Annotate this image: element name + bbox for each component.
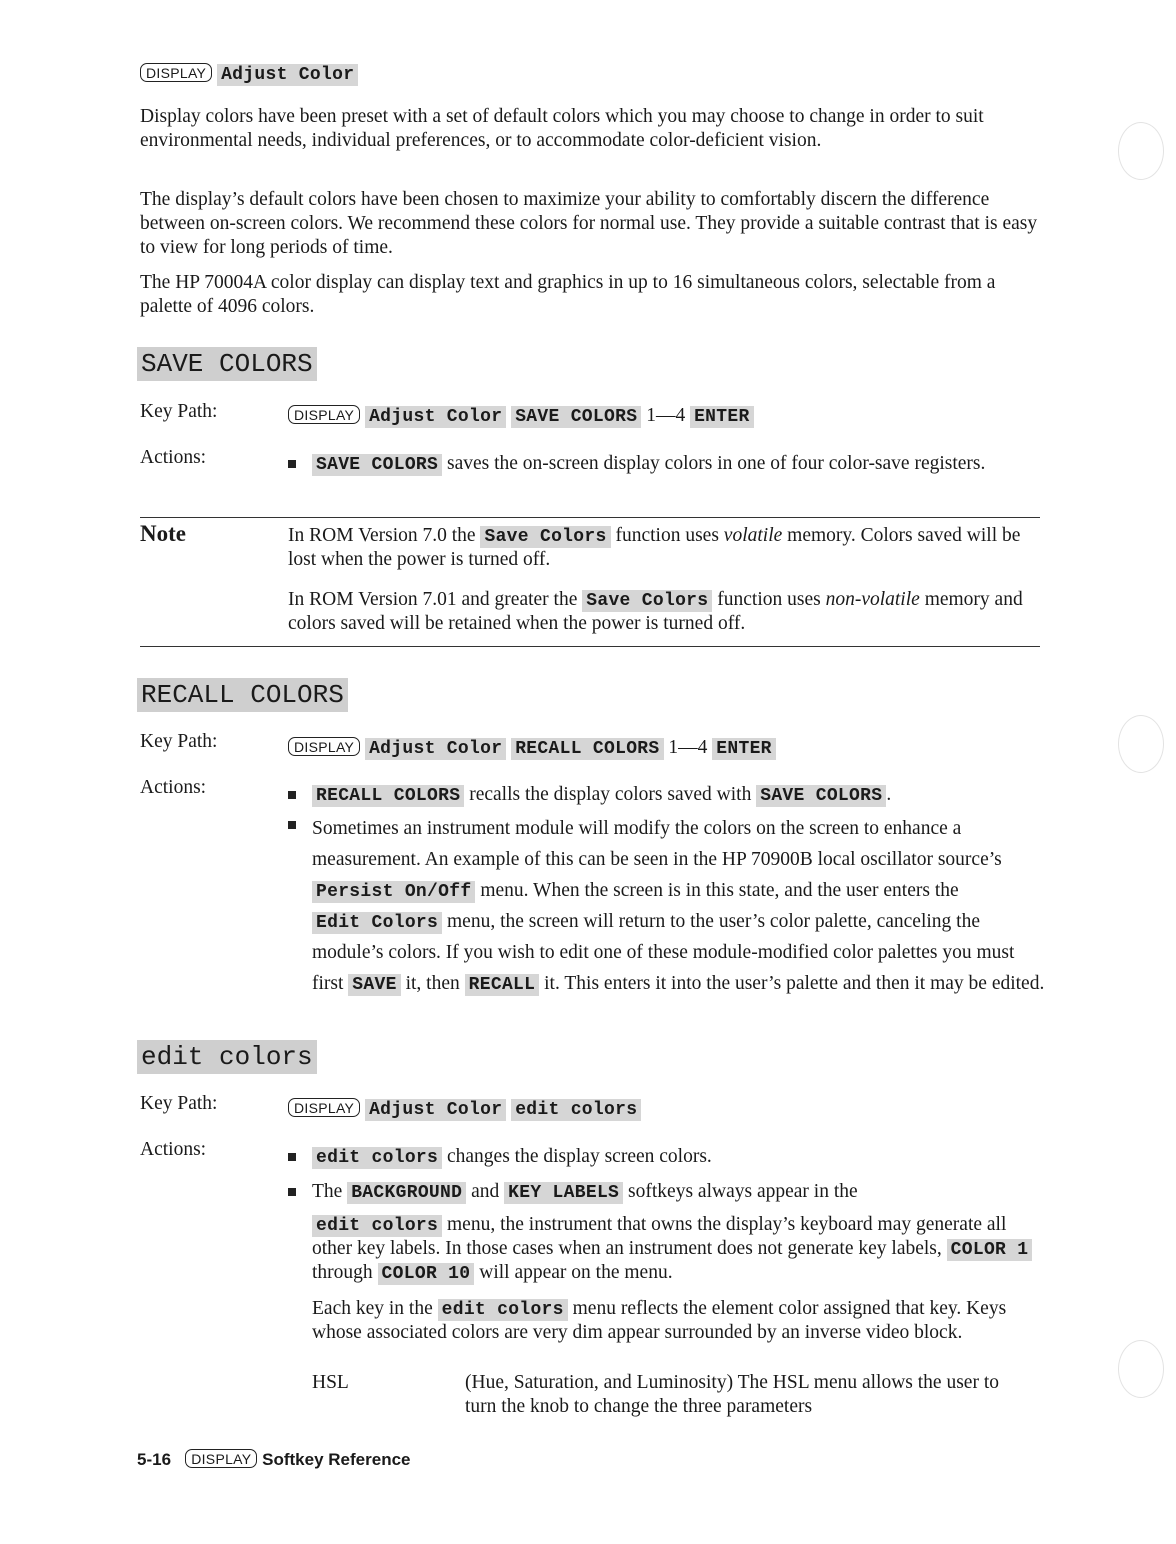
save-colors-heading-text: SAVE COLORS (137, 347, 317, 381)
volatile-emphasis: volatile (723, 525, 783, 546)
edit-colors-softkey: edit colors (312, 1215, 442, 1237)
edit-actions-label: Actions: (140, 1139, 207, 1160)
top-key-path (140, 62, 358, 86)
edit-colors-heading-text: edit colors (137, 1040, 317, 1074)
page-number: 5-16 (137, 1450, 172, 1469)
intro-paragraph-2: The display’s default colors have been chosen to maximize your ability to comfortably discern the difference between on-screen colors. We recommend these colors for normal use. They provide a suitable contrast that is easy to view for long periods of time. (140, 189, 1038, 258)
recall-colors-heading-text: RECALL COLORS (137, 678, 348, 712)
recall-colors-heading (137, 678, 348, 712)
footer-title: Softkey Reference (262, 1450, 411, 1469)
non-volatile-emphasis: non-volatile (825, 589, 920, 610)
recall-actions-label: Actions: (140, 777, 207, 798)
adjust-color-softkey: Adjust Color (217, 64, 358, 86)
register-range: 1—4 (646, 405, 686, 426)
bullet-marker (288, 460, 296, 468)
edit-key-path (288, 1097, 1038, 1121)
background-softkey: BACKGROUND (347, 1182, 466, 1204)
bullet-marker (288, 821, 296, 829)
save-key-path-label: Key Path: (140, 401, 218, 422)
bullet-marker (288, 1153, 296, 1161)
note-paragraph-1: In ROM Version 7.0 the Save Colors function uses volatile memory. Colors saved will be lost when the power is turned off. (288, 525, 1021, 570)
note-bottom-rule (140, 646, 1040, 647)
edit-colors-softkey: edit colors (312, 1147, 442, 1169)
save-action-item (288, 452, 1048, 476)
intro-paragraph-3: The HP 70004A color display can display text and graphics in up to 16 simultaneous colors, selectable from a palette of 4096 colors. (140, 272, 996, 317)
bullet-marker (288, 791, 296, 799)
hsl-term: HSL (312, 1372, 349, 1393)
note-top-rule (140, 517, 1040, 518)
edit-colors-heading (137, 1040, 317, 1074)
save-colors-softkey: SAVE COLORS (312, 454, 442, 476)
recall-action-item-2: Sometimes an instrument module will modify the colors on the screen to enhance a measurement. An example of this can be seen in the HP 70900B local oscillator source’s Persist On/Off menu. When the screen is in this state, and the user enters the Edit Colors menu, the screen will return to the user’s color palette, canceling the module’s colors. If you wish to edit one of these module-modified color palettes you must first SAVE it, then RECALL it. This enters it into the user’s palette and then it may be edited. (288, 813, 1048, 999)
save-colors-softkey: Save Colors (480, 526, 610, 548)
display-hardkey: DISPLAY (288, 1098, 360, 1117)
display-hardkey: DISPLAY (140, 63, 212, 82)
recall-action-item-1: RECALL COLORS recalls the display colors saved with SAVE COLORS . (288, 783, 1048, 807)
recall-key-path (288, 736, 1038, 760)
save-colors-softkey: Save Colors (582, 590, 712, 612)
edit-paragraph-3: Each key in the edit colors menu reflects the element color assigned that key. Keys whose associated colors are very dim appear surrounded by an inverse video block. (312, 1298, 1007, 1343)
adjust-color-softkey: Adjust Color (365, 406, 506, 428)
recall-colors-softkey: RECALL COLORS (312, 785, 464, 807)
edit-action-item-2: The BACKGROUND and KEY LABELS softkeys always appear in the (288, 1180, 1048, 1204)
persist-on-off-softkey: Persist On/Off (312, 881, 475, 903)
color-10-softkey: COLOR 10 (378, 1263, 475, 1285)
punch-hole-mark (1118, 1340, 1164, 1398)
recall-colors-softkey: RECALL COLORS (511, 738, 663, 760)
display-hardkey: DISPLAY (288, 737, 360, 756)
save-colors-heading (137, 347, 317, 381)
save-softkey: SAVE (348, 974, 400, 996)
register-range: 1—4 (668, 737, 708, 758)
edit-key-path-label: Key Path: (140, 1093, 218, 1114)
save-actions-label: Actions: (140, 447, 207, 468)
enter-softkey: ENTER (690, 406, 754, 428)
punch-hole-mark (1118, 122, 1164, 180)
punch-hole-mark (1118, 715, 1164, 773)
hsl-definition: (Hue, Saturation, and Luminosity) The HSL menu allows the user to turn the knob to change the three parameters (465, 1372, 999, 1417)
edit-colors-softkey: edit colors (511, 1099, 641, 1121)
intro-paragraph-1: Display colors have been preset with a set of default colors which you may choose to change in order to suit environmental needs, individual preferences, or to accommodate color-deficient vision. (140, 106, 984, 151)
edit-action-item-1: edit colors changes the display screen colors. (288, 1145, 1048, 1169)
page-footer (137, 1448, 410, 1472)
recall-key-path-label: Key Path: (140, 731, 218, 752)
save-colors-softkey: SAVE COLORS (511, 406, 641, 428)
note-label: Note (140, 521, 186, 546)
note-paragraph-2: In ROM Version 7.01 and greater the Save Colors function uses non-volatile memory and colors saved will be retained when the power is turned off. (288, 589, 1023, 634)
save-action-text: saves the on-screen display colors in one of four color-save registers. (447, 453, 986, 474)
key-labels-softkey: KEY LABELS (504, 1182, 623, 1204)
edit-colors-softkey: Edit Colors (312, 912, 442, 934)
color-1-softkey: COLOR 1 (947, 1239, 1033, 1261)
edit-colors-softkey: edit colors (438, 1299, 568, 1321)
adjust-color-softkey: Adjust Color (365, 738, 506, 760)
save-key-path (288, 404, 1038, 428)
save-colors-softkey: SAVE COLORS (756, 785, 886, 807)
bullet-marker (288, 1188, 296, 1196)
display-hardkey: DISPLAY (288, 405, 360, 424)
display-hardkey: DISPLAY (185, 1449, 257, 1468)
enter-softkey: ENTER (712, 738, 776, 760)
adjust-color-softkey: Adjust Color (365, 1099, 506, 1121)
edit-paragraph-2: edit colors menu, the instrument that owns the display’s keyboard may generate all other key labels. In those cases when an instrument does not generate key labels, COLOR 1 through COLOR 10 will appear on the menu. (312, 1213, 1042, 1285)
recall-softkey: RECALL (465, 974, 540, 996)
